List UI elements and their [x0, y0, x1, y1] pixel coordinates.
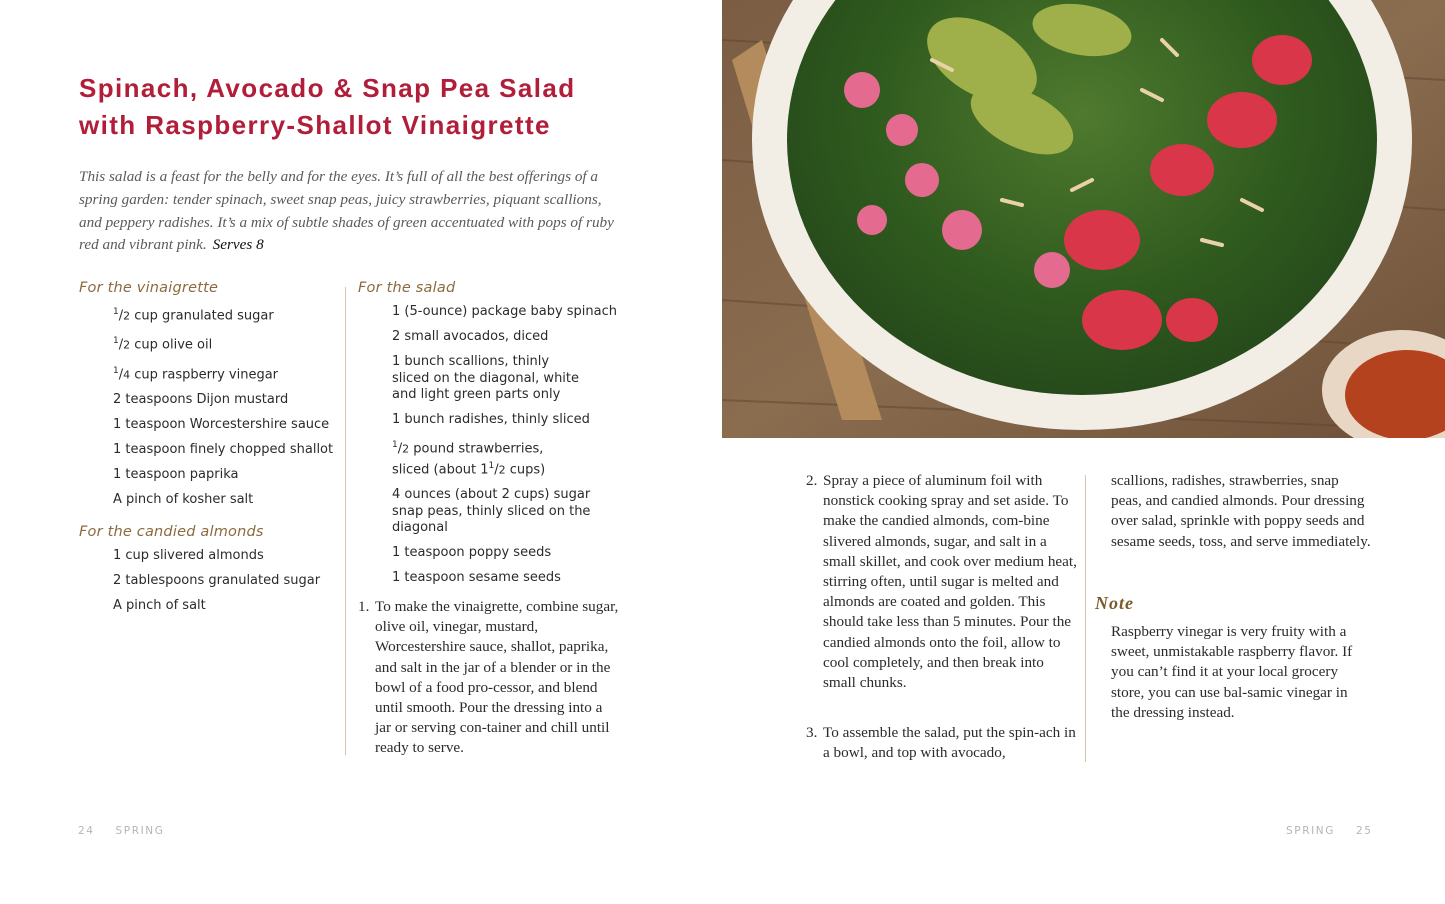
ingredient-item: 1 cup slivered almonds: [113, 548, 264, 563]
ingredient-item: $^1$/2 pound strawberries, sliced (about $1^1/2$ cups): [392, 440, 546, 478]
ingredient-item: $^1$/2 cup granulated sugar: [113, 307, 274, 324]
step-2: [806, 471, 1078, 693]
step-text: Spray a piece of aluminum foil with nonstick cooking spray and set aside. To make the candied almonds, com-bine slivered almonds, sugar, and salt in a small skillet, and cook over medium heat, stirring often, until sugar is melted and almonds are coated and golden. This should take less than 5 minutes. Pour the candied almonds onto the foil, allow to cool completely, and then break into small chunks.: [823, 472, 1077, 692]
almonds-heading: For the candied almonds: [79, 524, 264, 540]
ingredient-item: 1 bunch scallions, thinly sliced on the diagonal, white and light green parts only: [392, 354, 580, 402]
ingredient-item: $^1$/2 cup olive oil: [113, 336, 213, 353]
ingredient-item: 1 (5-ounce) package baby spinach: [392, 304, 617, 319]
column-divider: [345, 287, 346, 755]
ingredient-item: 1 teaspoon finely chopped shallot: [113, 441, 334, 457]
section-label-left: SPRING: [115, 825, 165, 837]
almonds-section: [79, 524, 339, 623]
almonds-list: [113, 548, 339, 615]
recipe-title: [79, 70, 699, 144]
salad-section: [358, 280, 628, 595]
salad-list: [392, 304, 617, 587]
step-text: scallions, radishes, strawberries, snap peas, and candied almonds. Pour dressing over salad, sprinkle with poppy seeds and sesame seeds, toss, and serve immediately.: [1111, 472, 1371, 550]
page-number-right: 25: [1355, 825, 1373, 837]
ingredient-item: 4 ounces (about 2 cups) sugar snap peas, thinly sliced on the diagonal: [392, 487, 591, 536]
recipe-intro: [79, 166, 624, 257]
salad-heading: For the salad: [358, 280, 456, 296]
note-section: [1095, 593, 1375, 723]
step-1: [358, 597, 620, 759]
note-heading: Note: [1095, 593, 1134, 613]
ingredient-item: A pinch of kosher salt: [113, 491, 254, 507]
step-3: [806, 723, 1078, 763]
section-label-right: SPRING: [1286, 825, 1335, 837]
page-number-left: 24: [78, 825, 95, 837]
ingredient-item: 1 teaspoon poppy seeds: [392, 545, 552, 561]
step-number: 3.: [806, 724, 818, 741]
ingredient-item: 1 teaspoon sesame seeds: [392, 570, 561, 586]
ingredient-item: A pinch of salt: [113, 598, 206, 613]
step-text: To make the vinaigrette, combine sugar, olive oil, vinegar, mustard, Worcestershire sauce, shallot, paprika, and salt in the jar of a blender or in the bowl of a food pro-cessor, and blend until smooth. Pour the dressing into a jar or serving con-tainer and chill until ready to serve.: [375, 598, 619, 757]
salad-photo: [722, 0, 1445, 438]
vinaigrette-heading: For the vinaigrette: [79, 280, 219, 296]
ingredient-item: 1 teaspoon paprika: [113, 466, 239, 482]
ingredient-item: 1 bunch radishes, thinly sliced: [392, 412, 590, 427]
step-text: To assemble the salad, put the spin-ach in a bowl, and top with avocado,: [823, 724, 1076, 762]
vinaigrette-section: [79, 280, 339, 517]
salad-photo-image: [722, 0, 1445, 438]
ingredient-item: 2 teaspoons Dijon mustard: [113, 391, 289, 407]
step-number: 1.: [358, 598, 370, 615]
ingredient-item: 1 teaspoon Worcestershire sauce: [113, 416, 330, 432]
step-number: 2.: [806, 472, 818, 489]
vinaigrette-list: [113, 304, 339, 508]
serves-label: Serves 8: [212, 236, 264, 254]
step-3-continued: [1111, 471, 1373, 552]
footer-left: [78, 825, 165, 837]
ingredient-item: $^1$/4 cup raspberry vinegar: [113, 365, 279, 382]
recipe-title-line2: with Raspberry-Shallot Vinaigrette: [79, 110, 551, 140]
ingredient-item: 2 tablespoons granulated sugar: [113, 573, 321, 588]
note-text: Raspberry vinegar is very fruity with a sweet, unmistakable raspberry flavor. If you can’t find it at your local grocery store, you can use bal-samic vinegar in the dressing instead.: [1111, 623, 1353, 721]
intro-text: This salad is a feast for the belly and for the eyes. It’s full of all the best offerings of a spring garden: tender spinach, sweet snap peas, juicy strawberries, piquant scallions, and peppery radishes. It’s a mix of subtle shades of green accentuated with pops of ruby red and vibrant pink.: [79, 168, 614, 254]
recipe-title-line1: Spinach, Avocado & Snap Pea Salad: [79, 73, 576, 103]
footer-right: [1286, 825, 1373, 837]
column-divider: [1085, 475, 1086, 762]
ingredient-item: 2 small avocados, diced: [392, 329, 549, 344]
